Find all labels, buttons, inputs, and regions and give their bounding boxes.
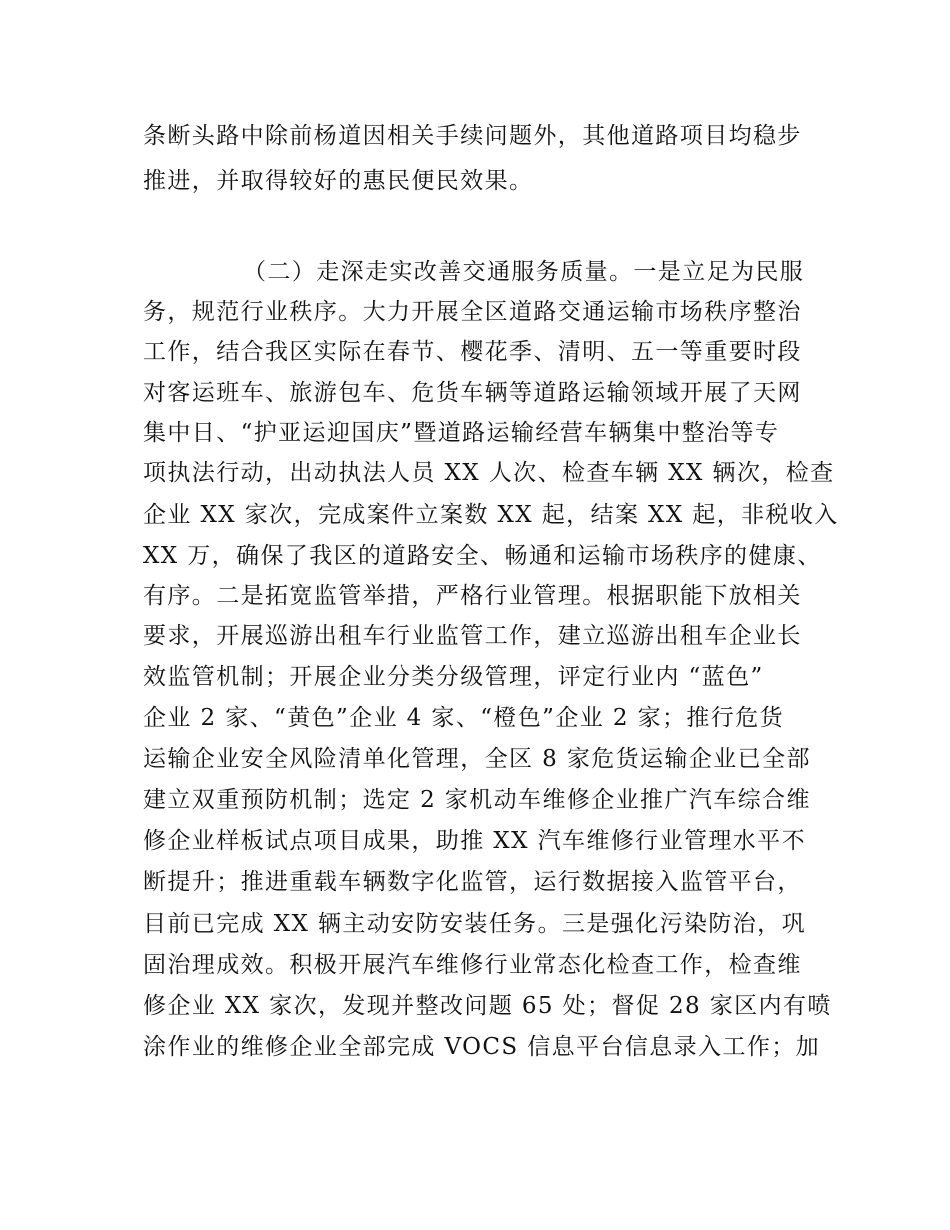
text-line: 对客运班车、旅游包车、危货车辆等道路运输领域开展了天网 xyxy=(143,380,802,406)
text-line: 效监管机制；开展企业分类分级管理，评定行业内 “蓝色” xyxy=(143,664,764,690)
text-line: 修企业 XX 家次，发现并整改问题 65 处；督促 28 家区内有喷 xyxy=(143,993,832,1019)
text-line: XX 万，确保了我区的道路安全、畅通和运输市场秩序的健康、 xyxy=(143,543,822,569)
text-line: 固治理成效。积极开展汽车维修行业常态化检查工作，检查维 xyxy=(143,952,802,978)
text-line: 断提升；推进重载车辆数字化监管，运行数据接入监管平台， xyxy=(143,869,802,895)
text-line: 涂作业的维修企业全部完成 VOCS 信息平台信息录入工作；加 xyxy=(143,1034,821,1060)
text-line: 要求，开展巡游出租车行业监管工作，建立巡游出租车企业长 xyxy=(143,623,802,649)
text-line: 条断头路中除前杨道因相关手续问题外，其他道路项目均稳步 xyxy=(143,123,802,149)
text-line: 有序。二是拓宽监管举措，严格行业管理。根据职能下放相关 xyxy=(143,583,802,609)
text-line: 工作，结合我区实际在春节、樱花季、清明、五一等重要时段 xyxy=(143,339,802,365)
text-line: 建立双重预防机制；选定 2 家机动车维修企业推广汽车综合维 xyxy=(143,787,811,813)
section-heading-line: （二）走深走实改善交通服务质量。一是立足为民服 xyxy=(243,259,805,285)
text-line: 推进，并取得较好的惠民便民效果。 xyxy=(143,168,534,194)
text-line: 项执法行动，出动执法人员 XX 人次、检查车辆 XX 辆次，检查 xyxy=(143,460,835,486)
text-line: 企业 XX 家次，完成案件立案数 XX 起，结案 XX 起，非税收入 xyxy=(143,502,839,528)
text-line: 集中日、“护亚运迎国庆”暨道路运输经营车辆集中整治等专 xyxy=(143,420,780,446)
text-line: 企业 2 家、“黄色”企业 4 家、“橙色”企业 2 家；推行危货 xyxy=(143,705,784,731)
text-line: 修企业样板试点项目成果，助推 XX 汽车维修行业管理水平不 xyxy=(143,828,806,854)
text-line: 运输企业安全风险清单化管理，全区 8 家危货运输企业已全部 xyxy=(143,746,811,772)
text-line: 目前已完成 XX 辆主动安防安装任务。三是强化污染防治，巩 xyxy=(143,911,806,937)
text-line: 务，规范行业秩序。大力开展全区道路交通运输市场秩序整治 xyxy=(143,299,802,325)
